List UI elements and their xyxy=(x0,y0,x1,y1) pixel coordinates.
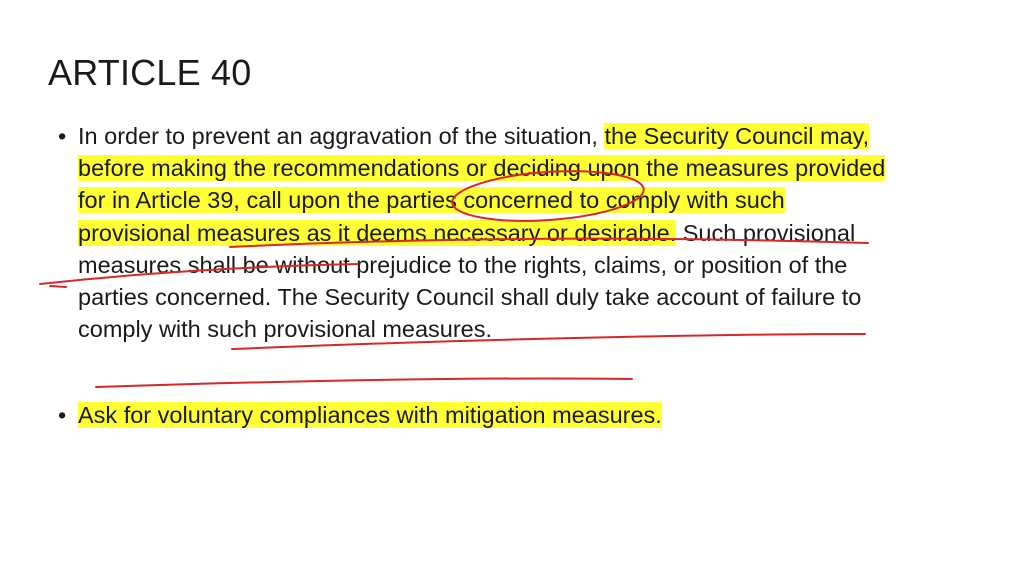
bullet-marker: • xyxy=(58,123,67,149)
bullet-list xyxy=(58,120,898,432)
bullet-item xyxy=(58,399,898,431)
bullet-text-highlighted: Ask for voluntary compliances with mitigation measures. xyxy=(78,402,662,429)
bullet-item xyxy=(58,120,898,345)
slide-title: ARTICLE 40 xyxy=(48,52,252,93)
bullet-text-highlighted: the Security Council may, before making the recommendations or deciding upon the measures provided for in Article 39, call upon the parties concerned to comply with such provisional measures as it deems necessary or desirable. xyxy=(78,123,886,246)
bullet-text-plain: Such provisional measures shall be without prejudice to the rights, claims, or position of the parties concerned. The Security Council shall duly take account of failure to comply with such provisional measures. xyxy=(78,219,862,343)
bullet-text-plain: In order to prevent an aggravation of the situation, xyxy=(78,123,605,149)
bullet-marker: • xyxy=(58,402,67,429)
